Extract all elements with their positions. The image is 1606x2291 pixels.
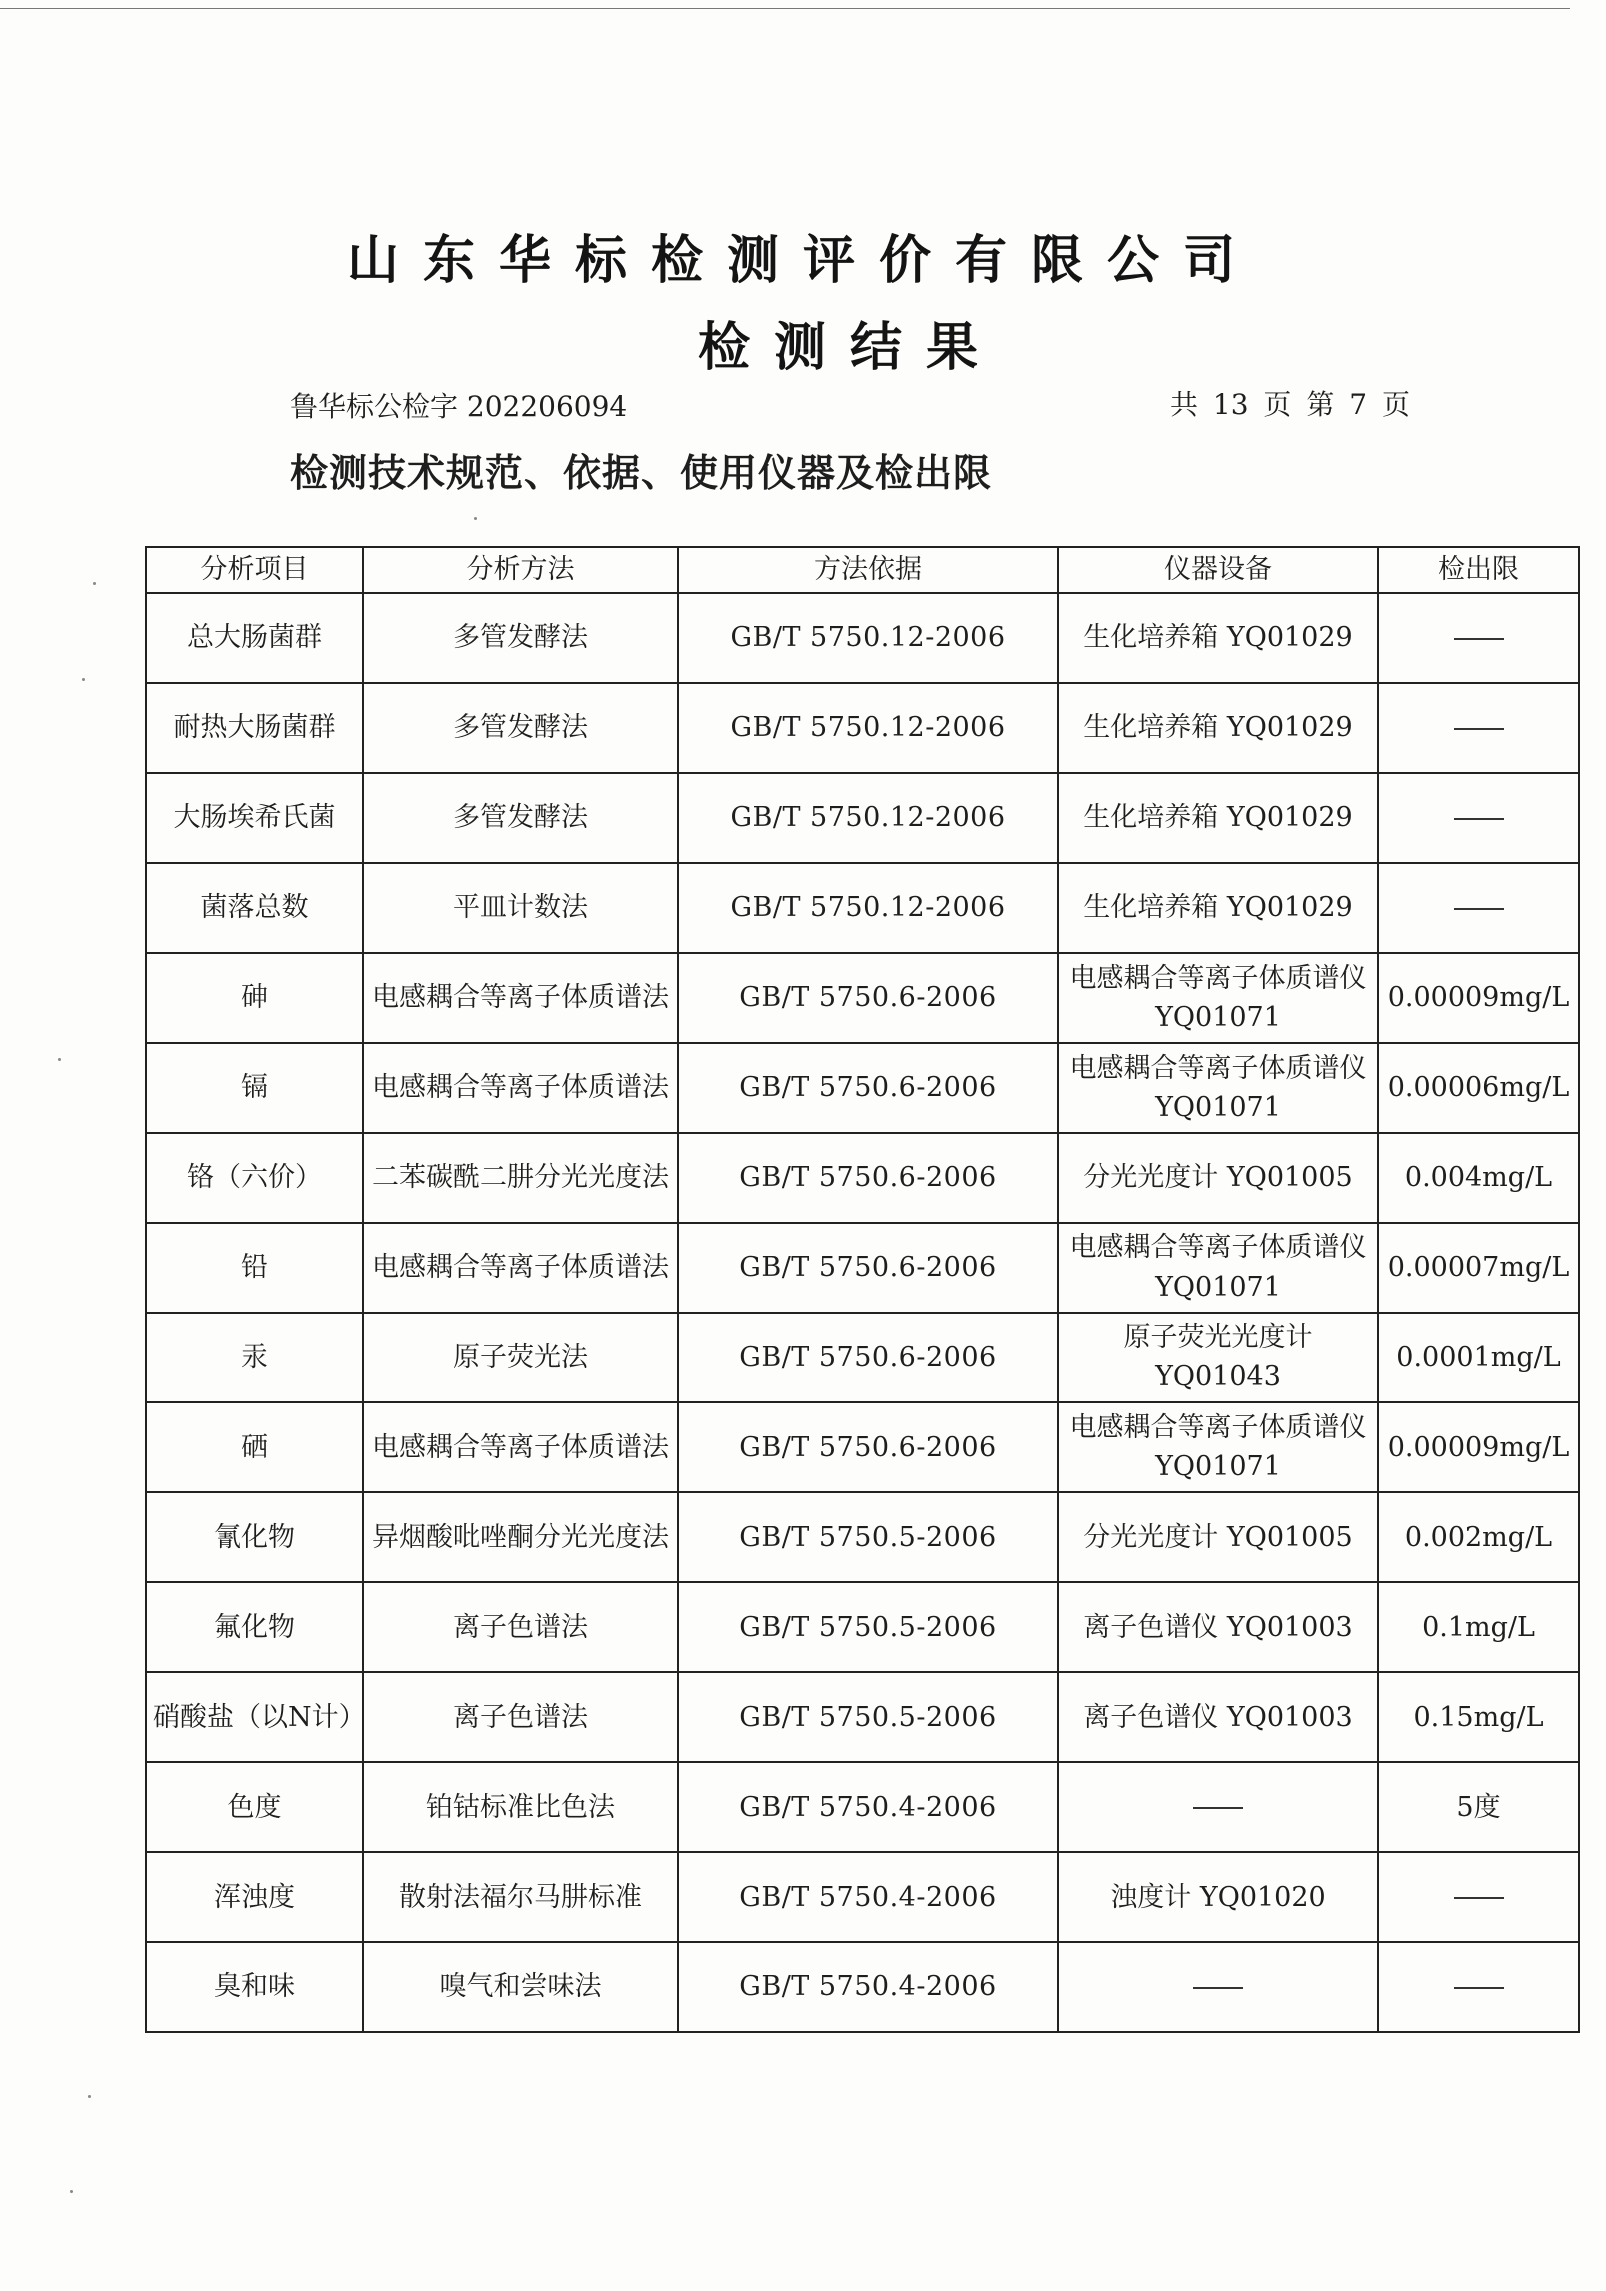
cell-instrument: 电感耦合等离子体质谱仪 YQ01071 <box>1058 1223 1378 1313</box>
cell-standard: GB/T 5750.6-2006 <box>678 1223 1058 1313</box>
table-row <box>146 773 1579 863</box>
dash-text <box>1504 798 1505 799</box>
column-header-instrument: 仪器设备 <box>1058 547 1378 593</box>
cell-standard: GB/T 5750.6-2006 <box>678 1133 1058 1223</box>
cell-method: 电感耦合等离子体质谱法 <box>363 1402 678 1492</box>
cell-limit: 0.00006mg/L <box>1378 1043 1579 1133</box>
cell-standard: GB/T 5750.4-2006 <box>678 1762 1058 1852</box>
cell-item: 臭和味 <box>146 1942 363 2032</box>
cell-item: 菌落总数 <box>146 863 363 953</box>
cell-instrument <box>1058 1762 1378 1852</box>
top-edge-line <box>0 8 1570 9</box>
table-row <box>146 1313 1579 1403</box>
cell-standard: GB/T 5750.6-2006 <box>678 1043 1058 1133</box>
cell-standard: GB/T 5750.12-2006 <box>678 593 1058 683</box>
cell-instrument <box>1058 1942 1378 2032</box>
cell-item: 总大肠菌群 <box>146 593 363 683</box>
cell-item: 砷 <box>146 953 363 1043</box>
cell-instrument: 生化培养箱 YQ01029 <box>1058 863 1378 953</box>
cell-method: 离子色谱法 <box>363 1672 678 1762</box>
cell-instrument: 电感耦合等离子体质谱仪 YQ01071 <box>1058 1043 1378 1133</box>
cell-instrument: 分光光度计 YQ01005 <box>1058 1133 1378 1223</box>
column-header-method: 分析方法 <box>363 547 678 593</box>
results-table <box>145 546 1580 2033</box>
table-row <box>146 1672 1579 1762</box>
cell-standard: GB/T 5750.12-2006 <box>678 683 1058 773</box>
cell-standard: GB/T 5750.5-2006 <box>678 1492 1058 1582</box>
cell-limit: 0.004mg/L <box>1378 1133 1579 1223</box>
cell-item: 浑浊度 <box>146 1852 363 1942</box>
cell-method: 电感耦合等离子体质谱法 <box>363 953 678 1043</box>
dash-text <box>1243 1788 1244 1789</box>
cell-method: 电感耦合等离子体质谱法 <box>363 1043 678 1133</box>
dash-placeholder <box>1193 1987 1243 1989</box>
column-header-standard: 方法依据 <box>678 547 1058 593</box>
cell-standard: GB/T 5750.5-2006 <box>678 1672 1058 1762</box>
cell-standard: GB/T 5750.4-2006 <box>678 1942 1058 2032</box>
cell-limit: 0.002mg/L <box>1378 1492 1579 1582</box>
cell-instrument: 生化培养箱 YQ01029 <box>1058 593 1378 683</box>
table-row <box>146 1582 1579 1672</box>
cell-item: 氰化物 <box>146 1492 363 1582</box>
table-row <box>146 1402 1579 1492</box>
cell-item: 铬（六价） <box>146 1133 363 1223</box>
cell-limit <box>1378 1852 1579 1942</box>
cell-item: 色度 <box>146 1762 363 1852</box>
cell-limit: 0.00009mg/L <box>1378 1402 1579 1492</box>
cell-instrument: 分光光度计 YQ01005 <box>1058 1492 1378 1582</box>
dash-placeholder <box>1454 728 1504 730</box>
cell-standard: GB/T 5750.6-2006 <box>678 1402 1058 1492</box>
cell-item: 硝酸盐（以N计） <box>146 1672 363 1762</box>
cell-method: 电感耦合等离子体质谱法 <box>363 1223 678 1313</box>
dash-placeholder <box>1454 818 1504 820</box>
cell-limit: 5度 <box>1378 1762 1579 1852</box>
page-indicator: 共 13 页 第 7 页 <box>1170 388 1410 421</box>
scan-speck <box>88 2095 91 2098</box>
cell-item: 硒 <box>146 1402 363 1492</box>
dash-text <box>1504 618 1505 619</box>
dash-placeholder <box>1454 1897 1504 1899</box>
table-header-row <box>146 547 1579 593</box>
cell-standard: GB/T 5750.4-2006 <box>678 1852 1058 1942</box>
table-row <box>146 953 1579 1043</box>
cell-method: 异烟酸吡唑酮分光光度法 <box>363 1492 678 1582</box>
cell-instrument: 生化培养箱 YQ01029 <box>1058 773 1378 863</box>
section-title: 检测技术规范、依据、使用仪器及检出限 <box>290 451 993 495</box>
cell-limit: 0.1mg/L <box>1378 1582 1579 1672</box>
dash-text <box>1504 708 1505 709</box>
cell-method: 铂钴标准比色法 <box>363 1762 678 1852</box>
cell-instrument: 离子色谱仪 YQ01003 <box>1058 1582 1378 1672</box>
cell-standard: GB/T 5750.6-2006 <box>678 1313 1058 1403</box>
scan-speck <box>474 517 477 520</box>
cell-limit: 0.0001mg/L <box>1378 1313 1579 1403</box>
cell-item: 汞 <box>146 1313 363 1403</box>
table-row <box>146 1942 1579 2032</box>
cell-instrument: 电感耦合等离子体质谱仪 YQ01071 <box>1058 953 1378 1043</box>
cell-method: 离子色谱法 <box>363 1582 678 1672</box>
cell-standard: GB/T 5750.12-2006 <box>678 773 1058 863</box>
table-row <box>146 593 1579 683</box>
column-header-limit: 检出限 <box>1378 547 1579 593</box>
cell-limit <box>1378 773 1579 863</box>
cell-instrument: 生化培养箱 YQ01029 <box>1058 683 1378 773</box>
column-header-item: 分析项目 <box>146 547 363 593</box>
cell-limit <box>1378 1942 1579 2032</box>
cell-method: 二苯碳酰二肼分光光度法 <box>363 1133 678 1223</box>
cell-instrument: 原子荧光光度计 YQ01043 <box>1058 1313 1378 1403</box>
company-name: 山东华标检测评价有限公司 <box>346 231 1259 291</box>
cell-method: 多管发酵法 <box>363 593 678 683</box>
cell-item: 耐热大肠菌群 <box>146 683 363 773</box>
cell-item: 铅 <box>146 1223 363 1313</box>
cell-standard: GB/T 5750.6-2006 <box>678 953 1058 1043</box>
table-row <box>146 1852 1579 1942</box>
table-row <box>146 1762 1579 1852</box>
dash-text <box>1504 1967 1505 1968</box>
dash-text <box>1243 1967 1244 1968</box>
cell-limit: 0.00009mg/L <box>1378 953 1579 1043</box>
cell-item: 镉 <box>146 1043 363 1133</box>
scan-speck <box>58 1058 61 1061</box>
dash-text <box>1504 1878 1505 1879</box>
table-row <box>146 1043 1579 1133</box>
table-row <box>146 683 1579 773</box>
cell-item: 大肠埃希氏菌 <box>146 773 363 863</box>
cell-instrument: 离子色谱仪 YQ01003 <box>1058 1672 1378 1762</box>
table-row <box>146 1133 1579 1223</box>
cell-method: 原子荧光法 <box>363 1313 678 1403</box>
cell-limit <box>1378 683 1579 773</box>
cell-standard: GB/T 5750.12-2006 <box>678 863 1058 953</box>
scan-speck <box>93 582 96 585</box>
table-row <box>146 1223 1579 1313</box>
scan-speck <box>82 678 85 681</box>
cell-item: 氟化物 <box>146 1582 363 1672</box>
table-row <box>146 863 1579 953</box>
scan-speck <box>70 2190 73 2193</box>
cell-limit <box>1378 863 1579 953</box>
cell-method: 多管发酵法 <box>363 773 678 863</box>
dash-placeholder <box>1193 1807 1243 1809</box>
report-number: 鲁华标公检字 202206094 <box>290 390 628 423</box>
cell-standard: GB/T 5750.5-2006 <box>678 1582 1058 1672</box>
cell-limit <box>1378 593 1579 683</box>
table-row <box>146 1492 1579 1582</box>
dash-placeholder <box>1454 1987 1504 1989</box>
cell-method: 平皿计数法 <box>363 863 678 953</box>
dash-placeholder <box>1454 638 1504 640</box>
cell-method: 多管发酵法 <box>363 683 678 773</box>
dash-placeholder <box>1454 908 1504 910</box>
cell-instrument: 浊度计 YQ01020 <box>1058 1852 1378 1942</box>
cell-instrument: 电感耦合等离子体质谱仪 YQ01071 <box>1058 1402 1378 1492</box>
cell-limit: 0.15mg/L <box>1378 1672 1579 1762</box>
dash-text <box>1504 888 1505 889</box>
document-title: 检测结果 <box>697 318 1002 378</box>
cell-method: 嗅气和尝味法 <box>363 1942 678 2032</box>
cell-method: 散射法福尔马肼标准 <box>363 1852 678 1942</box>
cell-limit: 0.00007mg/L <box>1378 1223 1579 1313</box>
